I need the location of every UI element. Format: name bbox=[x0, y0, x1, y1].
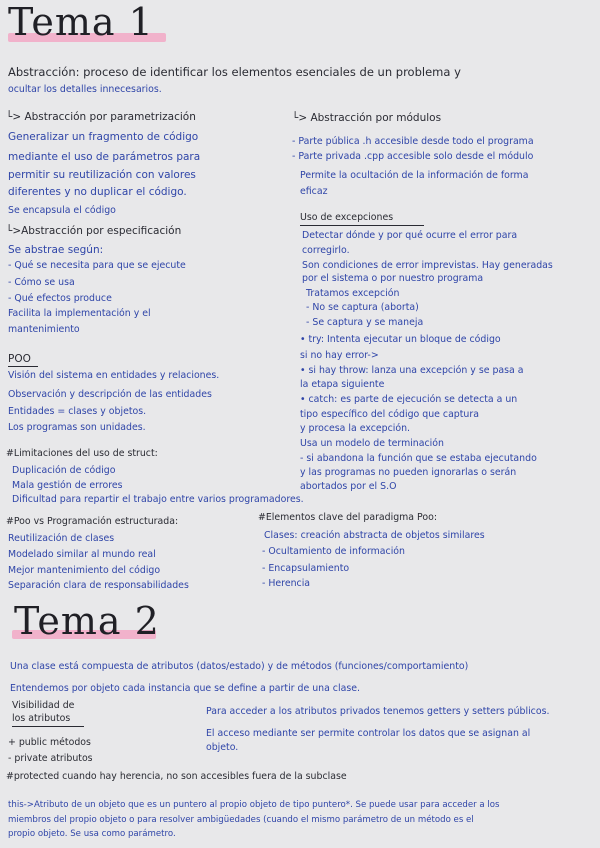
param-heading: └> Abstracción por parametrización bbox=[6, 111, 196, 123]
tema1-title: Tema 1 bbox=[8, 0, 154, 44]
spec-line: mantenimiento bbox=[8, 324, 80, 335]
excepciones-line: Son condiciones de error imprevistas. Hay generadas bbox=[302, 260, 553, 271]
excepciones-line: - No se captura (aborta) bbox=[306, 302, 419, 313]
modulos-line: eficaz bbox=[300, 186, 328, 197]
excepciones-line: la etapa siguiente bbox=[300, 379, 385, 390]
excepciones-line: si no hay error-> bbox=[300, 350, 379, 361]
param-line: mediante el uso de parámetros para bbox=[8, 151, 201, 163]
elementos-line: Clases: creación abstracta de objetos similares bbox=[264, 530, 485, 541]
limits-line: Mala gestión de errores bbox=[12, 480, 123, 491]
elementos-line: - Encapsulamiento bbox=[262, 563, 350, 574]
vsprog-line: Modelado similar al mundo real bbox=[8, 549, 156, 560]
elementos-heading: #Elementos clave del paradigma Poo: bbox=[258, 512, 437, 523]
acceso-line: objeto. bbox=[206, 742, 239, 753]
param-line: Se encapsula el código bbox=[8, 205, 116, 216]
visibilidad-item: #protected cuando hay herencia, no son accesibles fuera de la subclase bbox=[6, 771, 347, 782]
excepciones-heading: Uso de excepciones bbox=[300, 212, 394, 223]
modulos-line: - Parte pública .h accesible desde todo el programa bbox=[292, 136, 534, 147]
poo-line: Entidades = clases y objetos. bbox=[8, 406, 147, 417]
param-line: diferentes y no duplicar el código. bbox=[8, 186, 187, 198]
this-line: propio objeto. Se usa como parámetro. bbox=[8, 829, 176, 839]
excepciones-line: - Se captura y se maneja bbox=[306, 317, 424, 328]
spec-line: - Cómo se usa bbox=[8, 277, 75, 288]
excepciones-line: tipo específico del código que captura bbox=[300, 409, 479, 420]
excepciones-underline bbox=[300, 225, 424, 226]
excepciones-line: Tratamos excepción bbox=[306, 288, 400, 299]
excepciones-line: por el sistema o por nuestro programa bbox=[302, 273, 484, 284]
visibilidad-heading: Visibilidad de bbox=[12, 700, 75, 711]
spec-line: - Qué efectos produce bbox=[8, 293, 112, 304]
vsprog-heading: #Poo vs Programación estructurada: bbox=[6, 516, 179, 527]
excepciones-line: - si abandona la función que se estaba ejecutando bbox=[300, 453, 537, 464]
spec-line: Se abstrae según: bbox=[8, 244, 104, 256]
excepciones-line: abortados por el S.O bbox=[300, 481, 397, 492]
excepciones-line: Usa un modelo de terminación bbox=[300, 438, 444, 449]
this-line: this->Atributo de un objeto que es un puntero al propio objeto de tipo puntero*. Se puede usar para acceder a los bbox=[8, 800, 500, 810]
modulos-line: Permite la ocultación de la información de forma bbox=[300, 170, 529, 181]
poo-line: Observación y descripción de las entidades bbox=[8, 389, 212, 400]
tema2-title: Tema 2 bbox=[14, 599, 160, 643]
param-line: permitir su reutilización con valores bbox=[8, 169, 196, 181]
visibilidad-item: + public métodos bbox=[8, 737, 91, 748]
tema2-line: Entendemos por objeto cada instancia que se define a partir de una clase. bbox=[10, 683, 360, 694]
acceso-line: Para acceder a los atributos privados tenemos getters y setters públicos. bbox=[206, 706, 550, 717]
limits-line: Duplicación de código bbox=[12, 465, 116, 476]
excepciones-line: y las programas no pueden ignorarlas o serán bbox=[300, 467, 517, 478]
poo-heading: POO bbox=[8, 353, 31, 365]
modulos-line: - Parte privada .cpp accesible solo desde el módulo bbox=[292, 151, 534, 162]
intro-line-1: Abstracción: proceso de identificar los elementos esenciales de un problema y bbox=[8, 65, 461, 79]
poo-line: Los programas son unidades. bbox=[8, 422, 146, 433]
poo-underline bbox=[8, 366, 38, 367]
tema2-line: Una clase está compuesta de atributos (datos/estado) y de métodos (funciones/comportamiento) bbox=[10, 661, 469, 672]
elementos-line: - Herencia bbox=[262, 578, 311, 589]
visibilidad-heading: los atributos bbox=[12, 713, 71, 724]
elementos-line: - Ocultamiento de información bbox=[262, 546, 405, 557]
vsprog-line: Reutilización de clases bbox=[8, 533, 115, 544]
excepciones-line: • try: Intenta ejecutar un bloque de código bbox=[300, 334, 501, 345]
excepciones-line: • catch: es parte de ejecución se detecta a un bbox=[300, 394, 518, 405]
spec-line: - Qué se necesita para que se ejecute bbox=[8, 260, 186, 271]
limits-line: Dificultad para repartir el trabajo entre varios programadores. bbox=[12, 494, 304, 505]
excepciones-line: • si hay throw: lanza una excepción y se pasa a bbox=[300, 365, 524, 376]
vsprog-line: Separación clara de responsabilidades bbox=[8, 580, 189, 591]
spec-heading: └>Abstracción por especificación bbox=[6, 225, 182, 237]
intro-line-2: ocultar los detalles innecesarios. bbox=[8, 84, 162, 95]
acceso-line: El acceso mediante ser permite controlar los datos que se asignan al bbox=[206, 728, 531, 739]
excepciones-line: Detectar dónde y por qué ocurre el error para bbox=[302, 230, 518, 241]
visibilidad-item: - private atributos bbox=[8, 753, 93, 764]
limits-heading: #Limitaciones del uso de struct: bbox=[6, 448, 158, 459]
param-line: Generalizar un fragmento de código bbox=[8, 131, 199, 143]
excepciones-line: corregirlo. bbox=[302, 245, 350, 256]
visibilidad-underline bbox=[12, 726, 84, 727]
poo-line: Visión del sistema en entidades y relaciones. bbox=[8, 370, 220, 381]
excepciones-line: y procesa la excepción. bbox=[300, 423, 410, 434]
this-line: miembros del propio objeto o para resolver ambigüedades (cuando el mismo parámetro de un método es el bbox=[8, 815, 474, 825]
vsprog-line: Mejor mantenimiento del código bbox=[8, 565, 161, 576]
modulos-heading: └> Abstracción por módulos bbox=[292, 112, 442, 124]
spec-line: Facilita la implementación y el bbox=[8, 308, 151, 319]
